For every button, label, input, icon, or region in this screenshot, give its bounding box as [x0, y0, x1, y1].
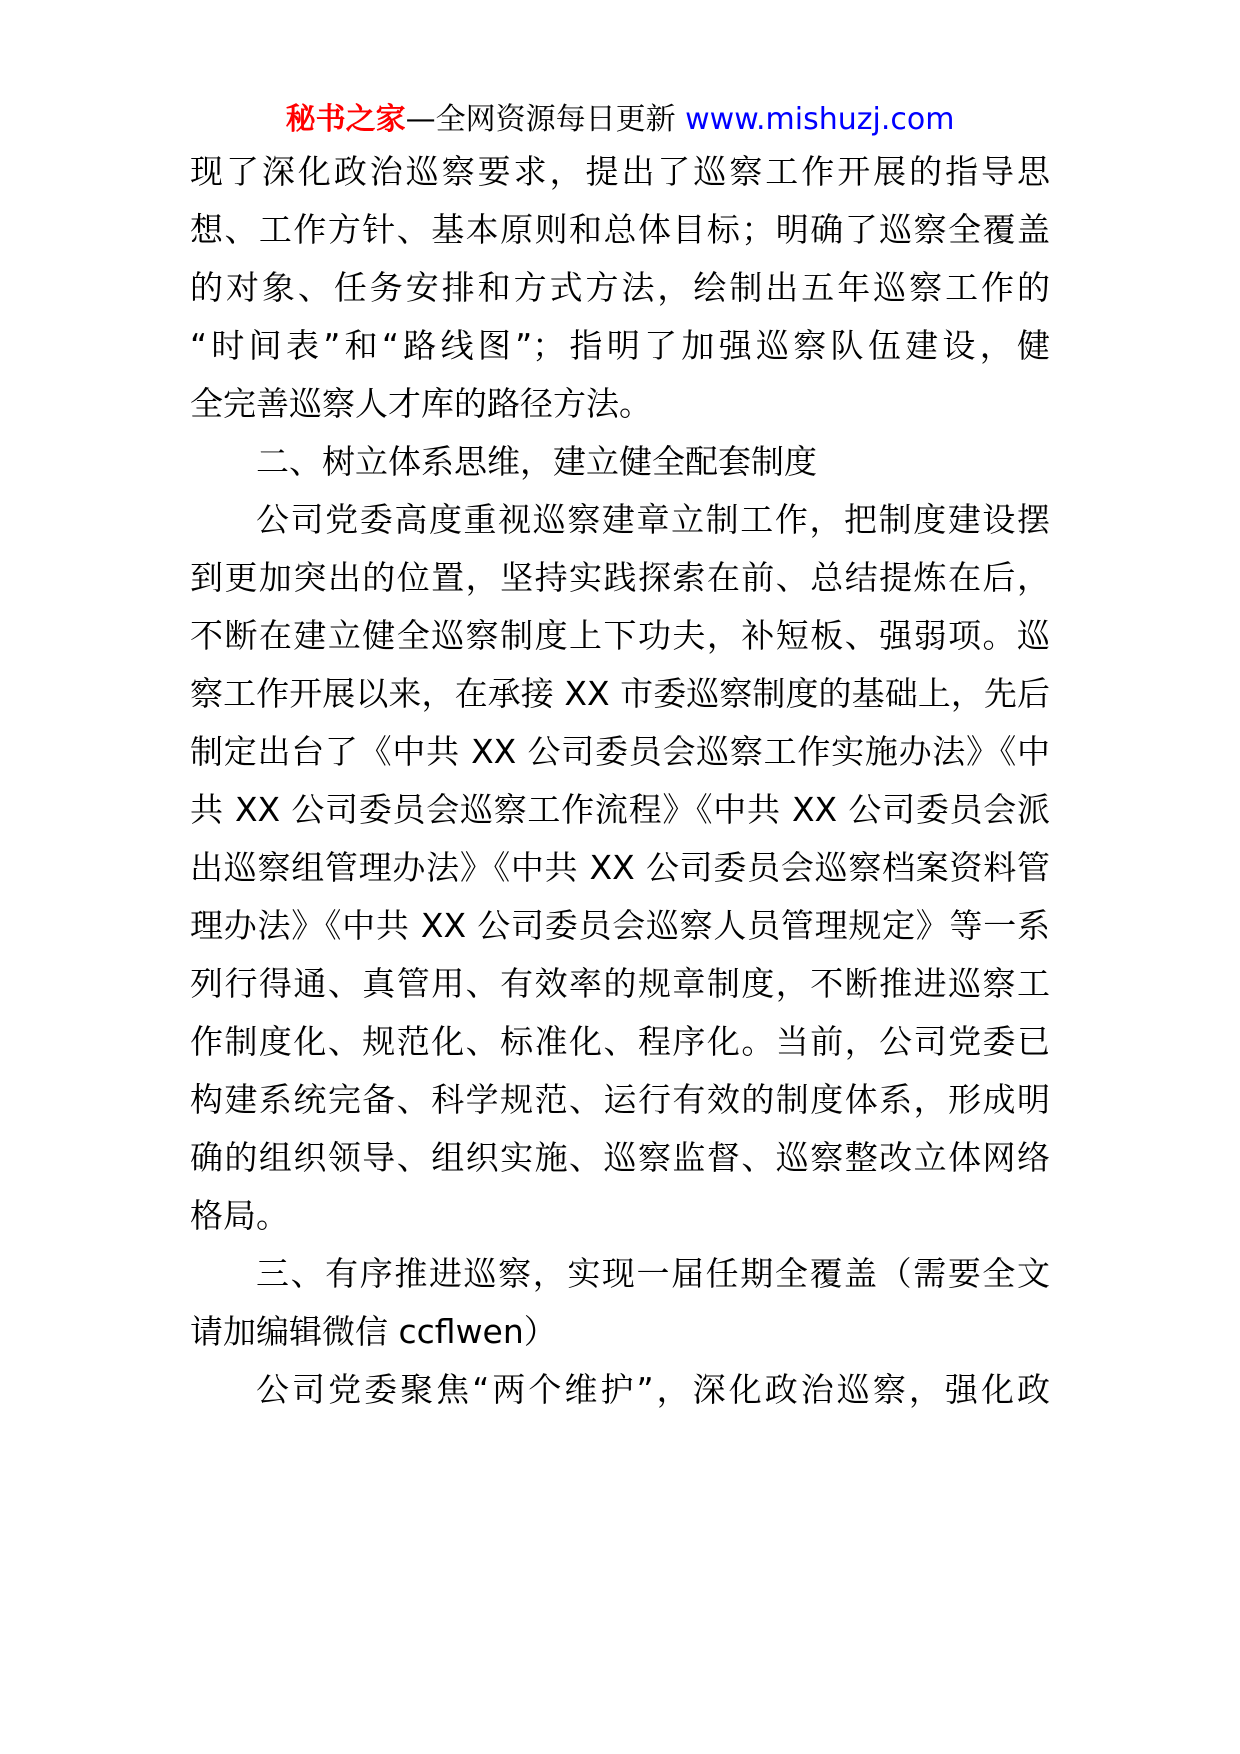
body-line: 察工作开展以来，在承接 XX 市委巡察制度的基础上，先后: [190, 674, 1050, 713]
section-heading: 二、树立体系思维，建立健全配套制度: [256, 442, 817, 481]
body-line: 想、工作方针、基本原则和总体目标；明确了巡察全覆盖: [190, 210, 1050, 249]
body-line: 作制度化、规范化、标准化、程序化。当前，公司党委已: [190, 1022, 1050, 1061]
body-line: “时间表”和“路线图”；指明了加强巡察队伍建设，健: [190, 326, 1050, 365]
body-line: 共 XX 公司委员会巡察工作流程》《中共 XX 公司委员会派: [190, 790, 1050, 829]
website-link[interactable]: www.mishuzj.com: [685, 102, 955, 137]
body-line: 格局。: [190, 1196, 289, 1235]
body-line: 全完善巡察人才库的路径方法。: [190, 384, 652, 423]
section-heading-continuation: 请加编辑微信 ccflwen）: [190, 1312, 557, 1351]
page-header: [0, 98, 1240, 142]
body-line: 确的组织领导、组织实施、巡察监督、巡察整改立体网络: [190, 1138, 1050, 1177]
section-heading: 三、有序推进巡察，实现一届任期全覆盖（需要全文: [256, 1254, 1050, 1293]
header-tagline: —全网资源每日更新: [405, 102, 686, 137]
body-line: 现了深化政治巡察要求，提出了巡察工作开展的指导思: [190, 152, 1050, 191]
body-line: 列行得通、真管用、有效率的规章制度，不断推进巡察工: [190, 964, 1050, 1003]
body-line: 的对象、任务安排和方式方法，绘制出五年巡察工作的: [190, 268, 1050, 307]
body-line: 到更加突出的位置，坚持实践探索在前、总结提炼在后，: [190, 558, 1050, 597]
paragraph-first-line: 公司党委高度重视巡察建章立制工作，把制度建设摆: [256, 500, 1050, 539]
body-line: 制定出台了《中共 XX 公司委员会巡察工作实施办法》《中: [190, 732, 1050, 771]
body-line: 构建系统完备、科学规范、运行有效的制度体系，形成明: [190, 1080, 1050, 1119]
body-line: 不断在建立健全巡察制度上下功夫，补短板、强弱项。巡: [190, 616, 1050, 655]
body-line: 理办法》《中共 XX 公司委员会巡察人员管理规定》等一系: [190, 906, 1050, 945]
paragraph-first-line: 公司党委聚焦“两个维护”，深化政治巡察，强化政: [256, 1370, 1050, 1409]
body-line: 出巡察组管理办法》《中共 XX 公司委员会巡察档案资料管: [190, 848, 1050, 887]
brand-name: 秘书之家: [285, 102, 406, 137]
